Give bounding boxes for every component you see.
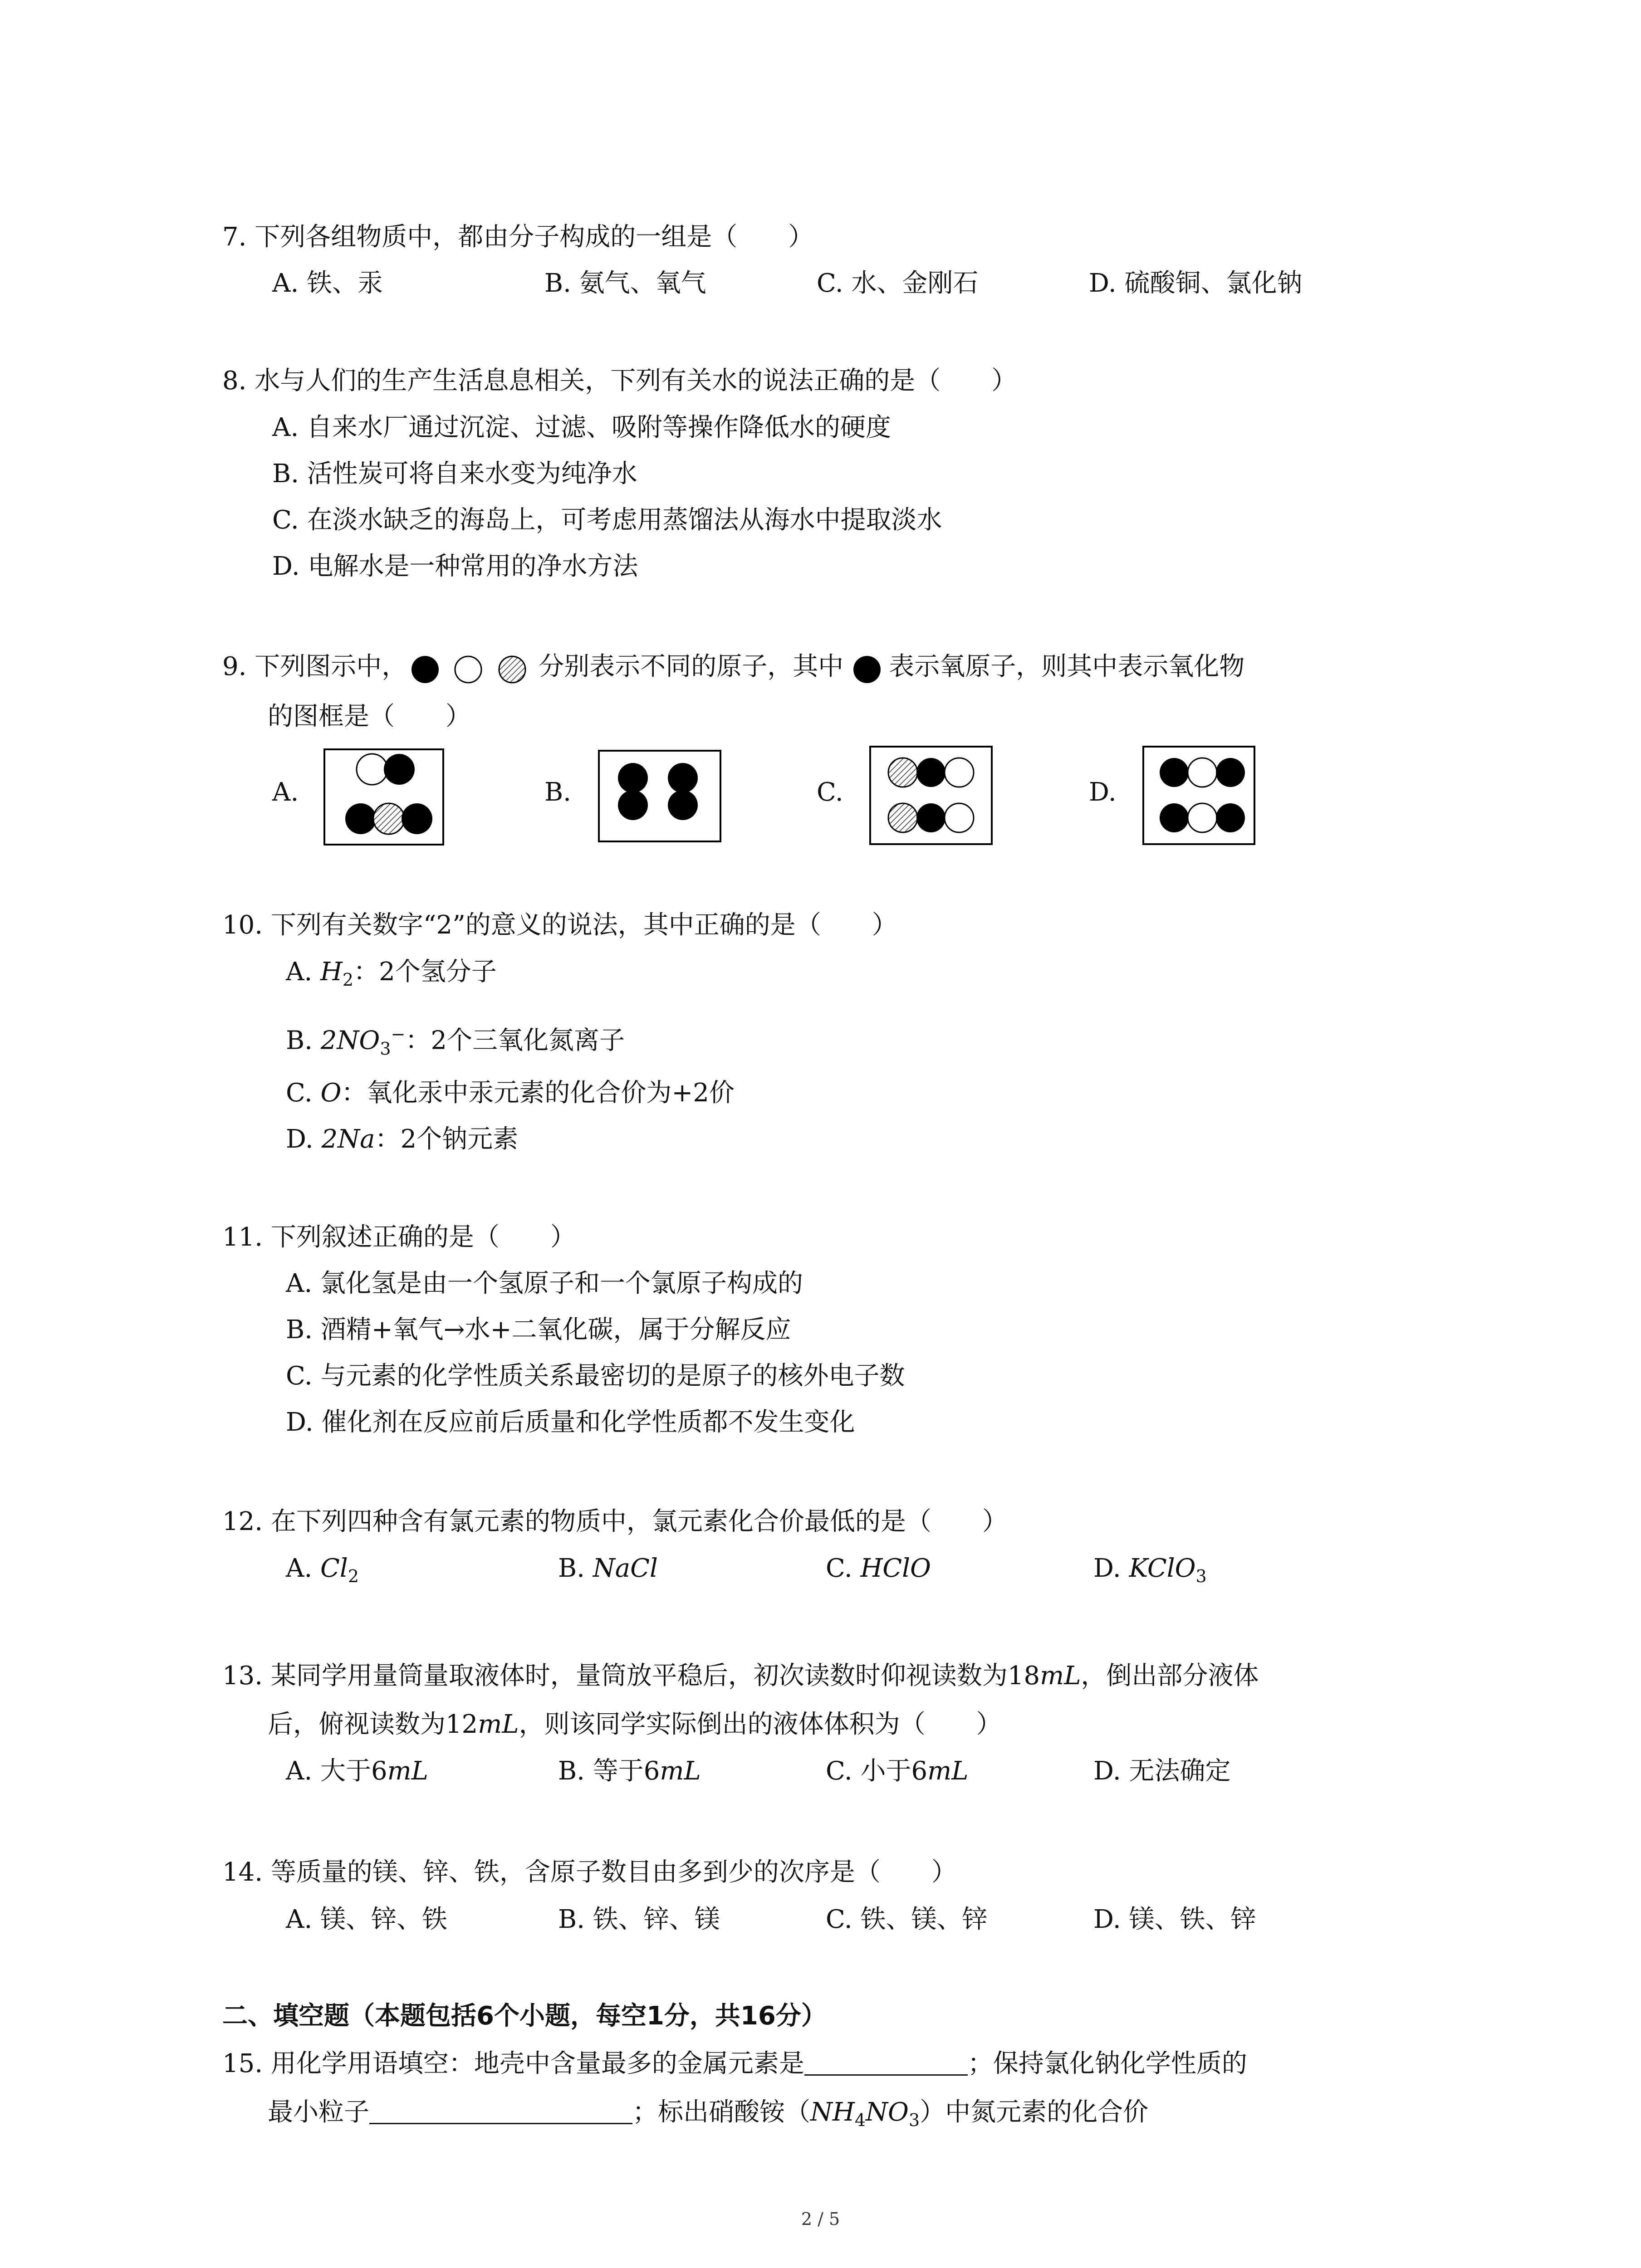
q10-a-text: ：2个氢分子 [353, 957, 497, 987]
q13-stem1-unit: mL [1040, 1661, 1081, 1691]
q12-a-label: A. [286, 1554, 321, 1583]
q15-sub2: 3 [908, 2110, 920, 2131]
q15-formula-a: NH [810, 2097, 855, 2127]
q12-d-formula: KClO [1129, 1554, 1196, 1583]
q10-b-formula: 2NO [320, 1026, 380, 1056]
q12-option-d [1093, 1553, 1207, 1592]
q15-line1-b: ；保持氯化钠化学性质的 [967, 2049, 1247, 2078]
q8-option-a: A. 自来水厂通过沉淀、过滤、吸附等操作降低水的硬度 [272, 413, 892, 442]
q13-option-c [826, 1755, 968, 1787]
q8-option-d: D. 电解水是一种常用的净水方法 [272, 552, 638, 581]
q8-option-c: C. 在淡水缺乏的海岛上，可考虑用蒸馏法从海水中提取淡水 [272, 505, 942, 535]
q9-option-c-label: C. [817, 777, 843, 807]
q12-b-formula: NaCl [593, 1554, 658, 1583]
q12-option-b [558, 1553, 658, 1584]
q15-formula-b: NO [866, 2097, 909, 2127]
q10-a-formula: H [320, 957, 343, 987]
q7-option-c: C. 水、金刚石 [817, 269, 979, 298]
oxygen-atom-icon [853, 656, 881, 683]
diagram-b [599, 751, 720, 841]
q12-option-a [286, 1553, 359, 1592]
q10-b-sup: − [391, 1024, 406, 1044]
q12-c-label: C. [826, 1554, 861, 1583]
diagram-c [870, 747, 992, 844]
q13-stem1-b: ，倒出部分液体 [1081, 1661, 1259, 1691]
q12-option-c [826, 1553, 931, 1584]
q11-option-c: C. 与元素的化学性质关系最密切的是原子的核外电子数 [286, 1361, 905, 1391]
q15-line1-a: 15. 用化学用语填空：地壳中含量最多的金属元素是 [222, 2049, 804, 2078]
q13-stem-line1 [222, 1660, 1259, 1692]
q10-c-text: ：氧化汞中汞元素的化合价为+2价 [341, 1078, 735, 1108]
q10-option-a [286, 956, 497, 996]
q14-stem: 14. 等质量的镁、锌、铁，含原子数目由多到少的次序是（ ） [222, 1857, 957, 1887]
q10-a-sub: 2 [342, 970, 354, 990]
white-atom-icon [455, 656, 481, 683]
q9-stem-line2: 的图框是（ ） [268, 702, 471, 731]
q9-stem-prefix: 9. 下列图示中， [222, 652, 407, 681]
q11-option-d: D. 催化剂在反应前后质量和化学性质都不发生变化 [286, 1408, 855, 1437]
q12-stem: 12. 在下列四种含有氯元素的物质中，氯元素化合价最低的是（ ） [222, 1507, 1008, 1536]
q13-c-label: C. 小于6 [826, 1756, 928, 1786]
q13-c-unit: mL [927, 1756, 969, 1786]
q13-option-b [558, 1755, 701, 1787]
q12-d-label: D. [1093, 1554, 1129, 1583]
q12-a-sub: 2 [348, 1566, 359, 1587]
q10-d-label: D. [286, 1124, 322, 1154]
oxygen-atom-icon-wrap [843, 652, 889, 684]
q13-b-unit: mL [660, 1756, 701, 1786]
q9-stem-mid: 分别表示不同的原子，其中 [539, 652, 844, 681]
q13-stem2-a: 后，俯视读数为12 [268, 1710, 478, 1739]
q13-stem1-a: 13. 某同学用量筒量取液体时，量筒放平稳后，初次读数时仰视读数为18 [222, 1661, 1040, 1691]
q10-stem: 10. 下列有关数字“2”的意义的说法，其中正确的是（ ） [222, 910, 897, 940]
q14-option-b: B. 铁、锌、镁 [558, 1905, 720, 1934]
q9-stem-suffix: 表示氧原子，则其中表示氧化物 [889, 652, 1245, 681]
q10-d-formula: 2Na [321, 1124, 375, 1154]
q13-stem-line2 [268, 1709, 1002, 1740]
q14-option-d: D. 镁、铁、锌 [1093, 1905, 1256, 1934]
q13-stem2-unit: mL [478, 1710, 519, 1739]
q15-blank-1[interactable] [804, 2048, 968, 2076]
q11-option-b: B. 酒精+氧气→水+二氧化碳，属于分解反应 [286, 1315, 791, 1344]
q9-option-a-label: A. [272, 777, 299, 807]
q10-option-d [286, 1124, 518, 1155]
q13-a-label: A. 大于6 [286, 1756, 387, 1786]
q15-sub1: 4 [854, 2110, 866, 2131]
q15-line2 [268, 2097, 1148, 2136]
q14-option-c: C. 铁、镁、锌 [826, 1905, 988, 1934]
q7-stem: 7. 下列各组物质中，都由分子构成的一组是（ ） [222, 222, 814, 252]
oxygen-atom-legend [843, 655, 889, 682]
q10-d-text: ：2个钠元素 [375, 1124, 519, 1154]
q9-stem [222, 651, 1244, 683]
q8-stem: 8. 水与人们的生产生活息息相关，下列有关水的说法正确的是（ ） [222, 366, 1017, 396]
q12-a-formula: Cl [320, 1554, 348, 1583]
hatched-atom-icon [499, 656, 525, 683]
q10-c-label: C. [286, 1078, 321, 1108]
q12-c-formula: HClO [860, 1554, 931, 1583]
q8-option-b: B. 活性炭可将自来水变为纯净水 [272, 459, 637, 489]
atom-legend-icons [407, 652, 539, 684]
diagram-a [324, 749, 443, 845]
q15-line2-b: ；标出硝酸铵（ [632, 2097, 810, 2127]
q7-option-b: B. 氨气、氧气 [544, 269, 706, 298]
q9-option-b-label: B. [544, 777, 571, 807]
q10-a-label: A. [286, 957, 321, 987]
q7-option-d: D. 硫酸铜、氯化钠 [1089, 269, 1303, 298]
q11-stem: 11. 下列叙述正确的是（ ） [222, 1222, 576, 1252]
q9-diagrams [0, 726, 1641, 871]
q14-option-a: A. 镁、锌、铁 [286, 1905, 448, 1934]
q12-b-label: B. [558, 1554, 593, 1583]
q10-b-text: ：2个三氧化氮离子 [405, 1026, 625, 1056]
section-heading: 二、填空题（本题包括6个小题，每空1分，共16分） [222, 2001, 827, 2031]
q10-c-formula: O [320, 1078, 342, 1108]
q13-option-a [286, 1755, 428, 1787]
q15-blank-2[interactable] [369, 2097, 632, 2124]
q12-d-sub: 3 [1195, 1566, 1207, 1587]
q13-a-unit: mL [387, 1756, 428, 1786]
black-atom-icon [411, 656, 439, 683]
q10-option-b [286, 1018, 625, 1065]
q13-option-d: D. 无法确定 [1093, 1756, 1231, 1786]
page-number: 2 / 5 [801, 2209, 840, 2229]
diagram-d [1143, 747, 1254, 844]
q15-line2-a: 最小粒子 [268, 2097, 369, 2127]
q9-option-d-label: D. [1089, 777, 1117, 807]
q13-b-label: B. 等于6 [558, 1756, 660, 1786]
q11-option-a: A. 氯化氢是由一个氢原子和一个氯原子构成的 [286, 1269, 803, 1298]
q10-option-c [286, 1077, 735, 1109]
q10-b-label: B. [286, 1026, 321, 1056]
q15-line2-c: ）中氮元素的化合价 [920, 2097, 1149, 2127]
q10-b-sub: 3 [380, 1038, 391, 1059]
q7-option-a: A. 铁、汞 [272, 269, 383, 298]
q13-stem2-b: ，则该同学实际倒出的液体体积为（ ） [519, 1710, 1002, 1739]
q15-line1 [222, 2048, 1247, 2080]
atom-legend [407, 655, 539, 682]
